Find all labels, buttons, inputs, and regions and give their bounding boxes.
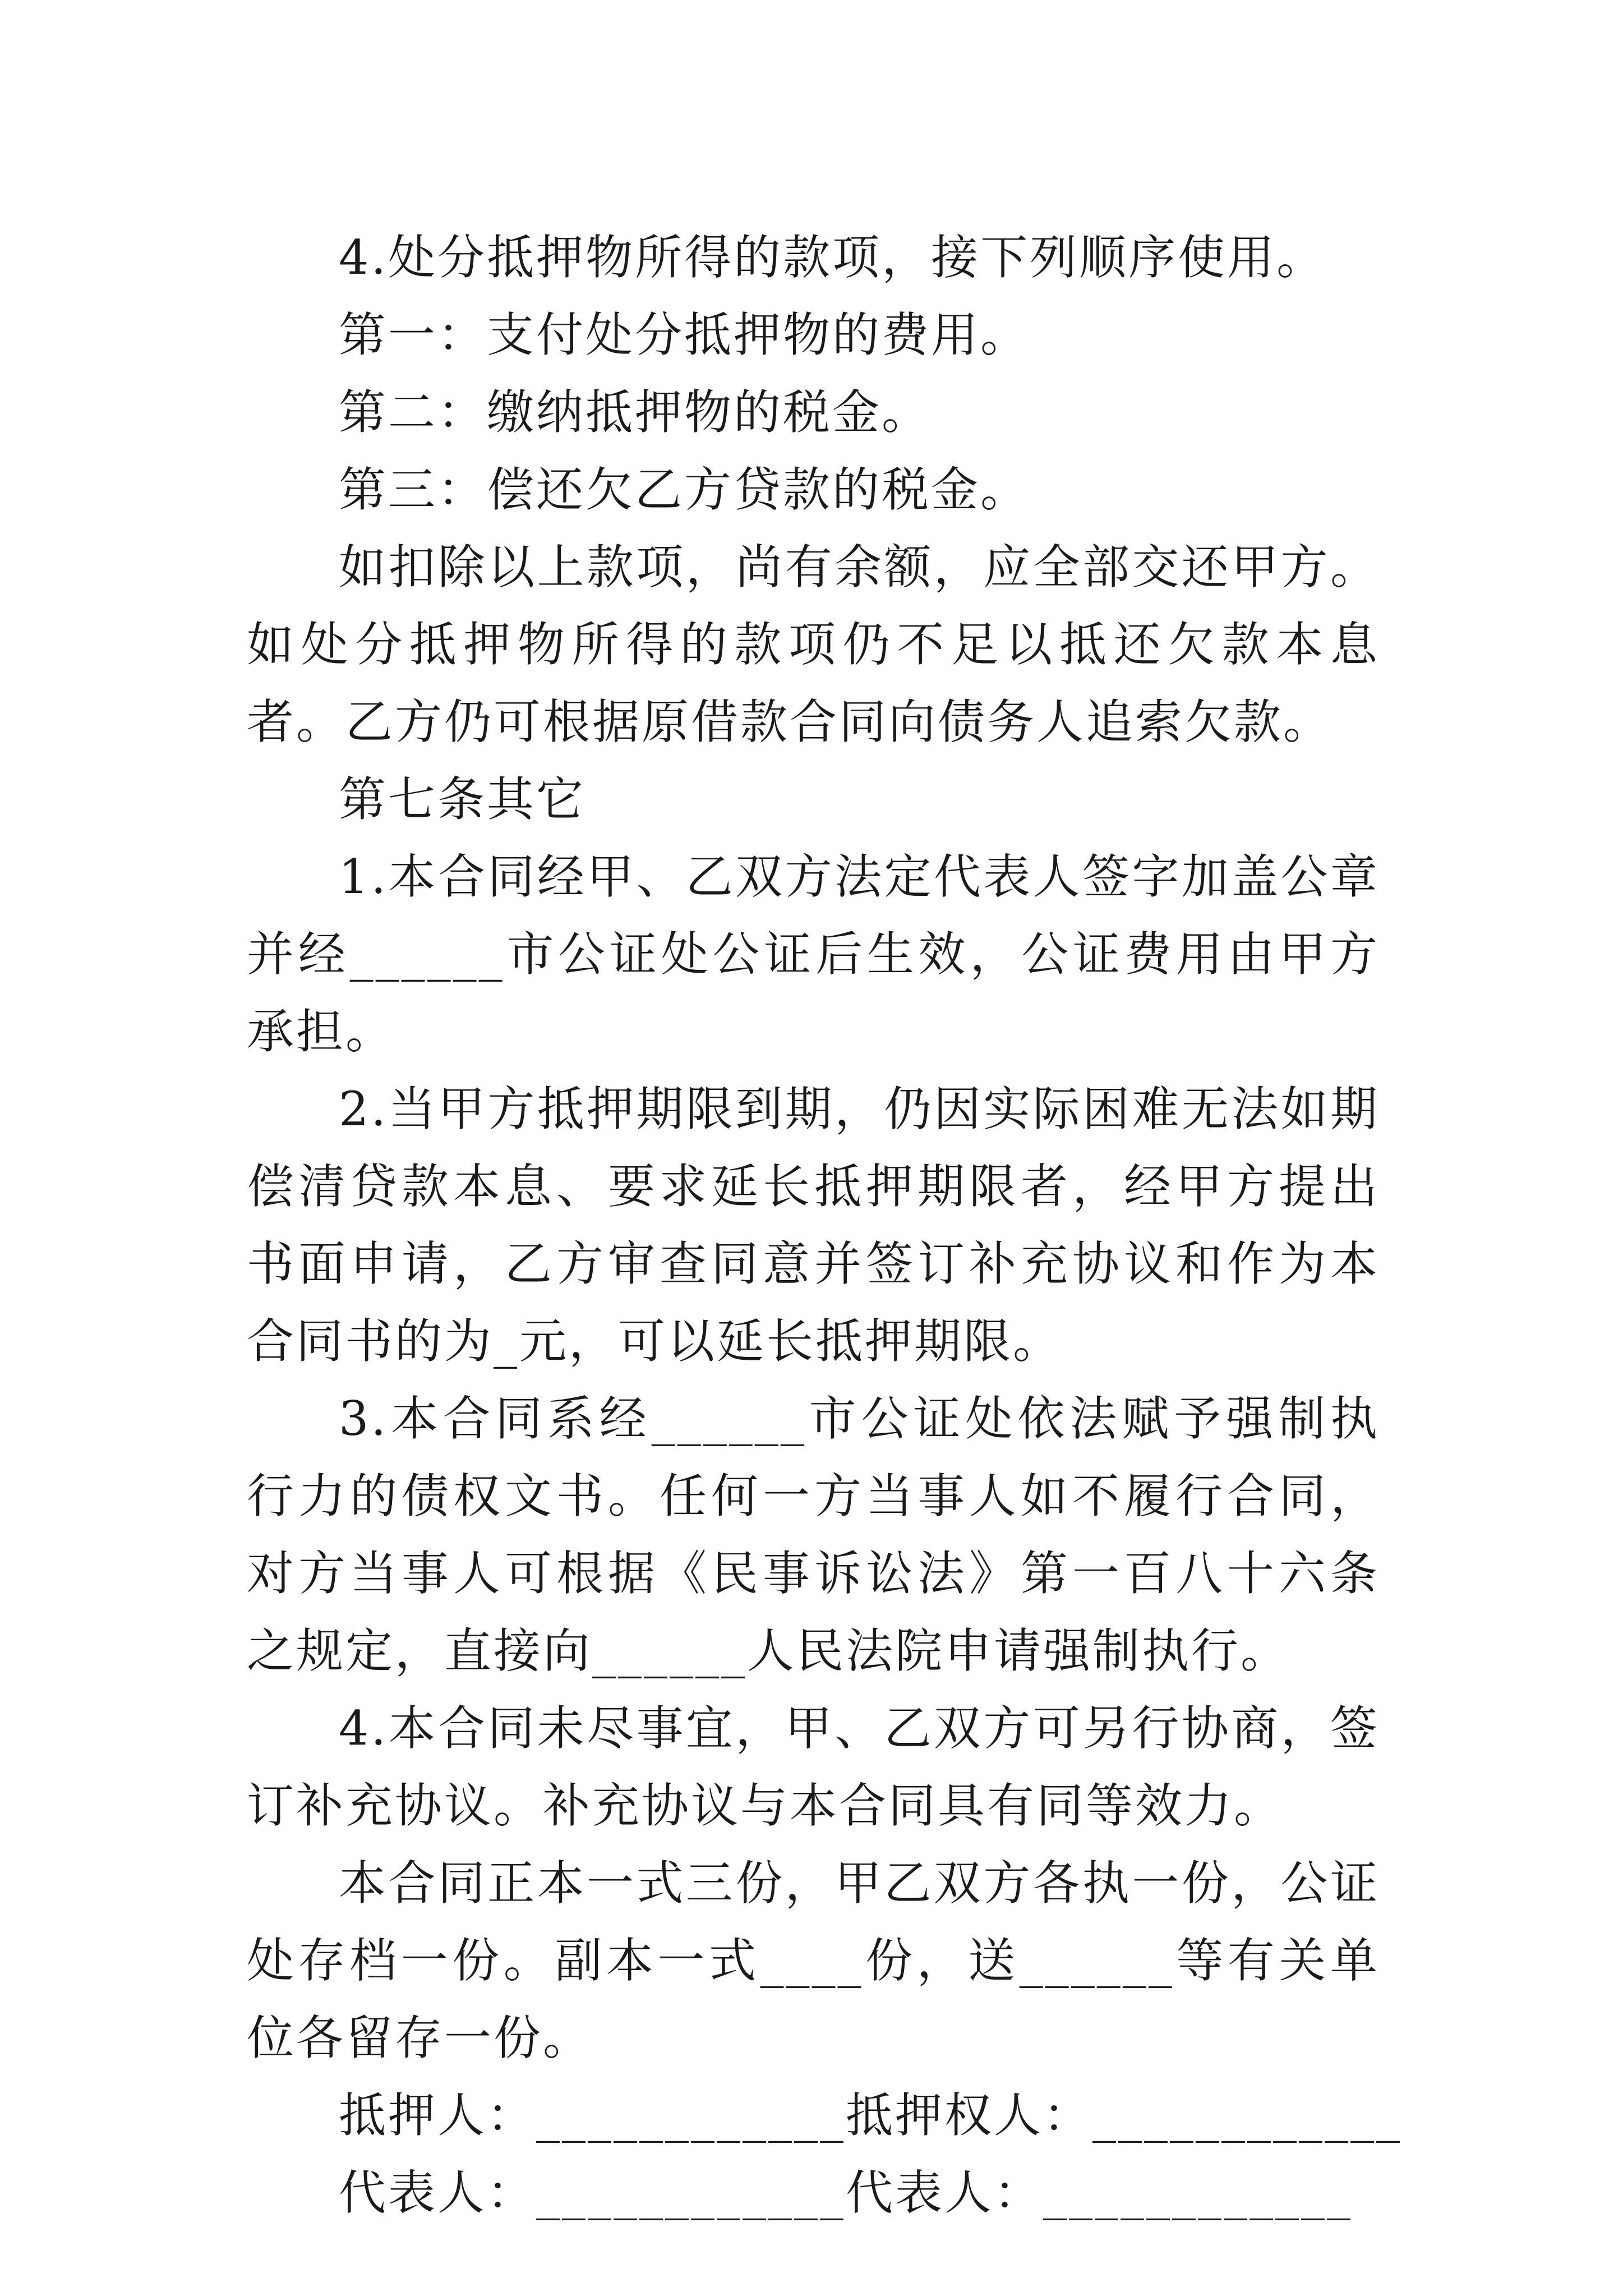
remainder-paragraph: 如扣除以上款项，尚有余额，应全部交还甲方。如处分抵押物所得的款项仍不足以抵还欠款本息者。乙方仍可根据原借款合同向债务人追索欠款。 bbox=[247, 540, 1380, 749]
signature-line-representative: 代表人：____________代表人：____________ bbox=[339, 2165, 1353, 2220]
document-body bbox=[247, 219, 1403, 2231]
article-7-heading: 第七条其它 bbox=[339, 772, 586, 827]
signature-line-mortgagor: 抵押人：____________抵押权人：____________ bbox=[339, 2088, 1403, 2143]
article-7-item-1: 1.本合同经甲、乙双方法定代表人签字加盖公章并经______市公证处公证后生效，公证费用由甲方承担。 bbox=[247, 849, 1380, 1059]
copies-paragraph: 本合同正本一式三份，甲乙双方各执一份，公证处存档一份。副本一式____份，送______等有关单位各留存一份。 bbox=[247, 1856, 1380, 2065]
clause-4-heading: 4.处分抵押物所得的款项，接下列顺序使用。 bbox=[339, 230, 1326, 285]
order-first: 第一：支付处分抵押物的费用。 bbox=[339, 307, 1030, 362]
article-7-item-2: 2.当甲方抵押期限到期，仍因实际困难无法如期偿清贷款本息、要求延长抵押期限者，经甲方提出书面申请，乙方审查同意并签订补充协议和作为本合同书的为_元，可以延长抵押期限。 bbox=[247, 1082, 1380, 1369]
order-second: 第二：缴纳抵押物的税金。 bbox=[339, 385, 932, 440]
article-7-item-3: 3.本合同系经______市公证处依法赋予强制执行力的债权文书。任何一方当事人如不履行合同，对方当事人可根据《民事诉讼法》第一百八十六条之规定，直接向______人民法院申请强制执行。 bbox=[247, 1391, 1380, 1678]
order-third: 第三：偿还欠乙方贷款的税金。 bbox=[339, 462, 1030, 517]
article-7-item-4: 4.本合同未尽事宜，甲、乙双方可另行协商，签订补充协议。补充协议与本合同具有同等效力。 bbox=[247, 1701, 1380, 1833]
